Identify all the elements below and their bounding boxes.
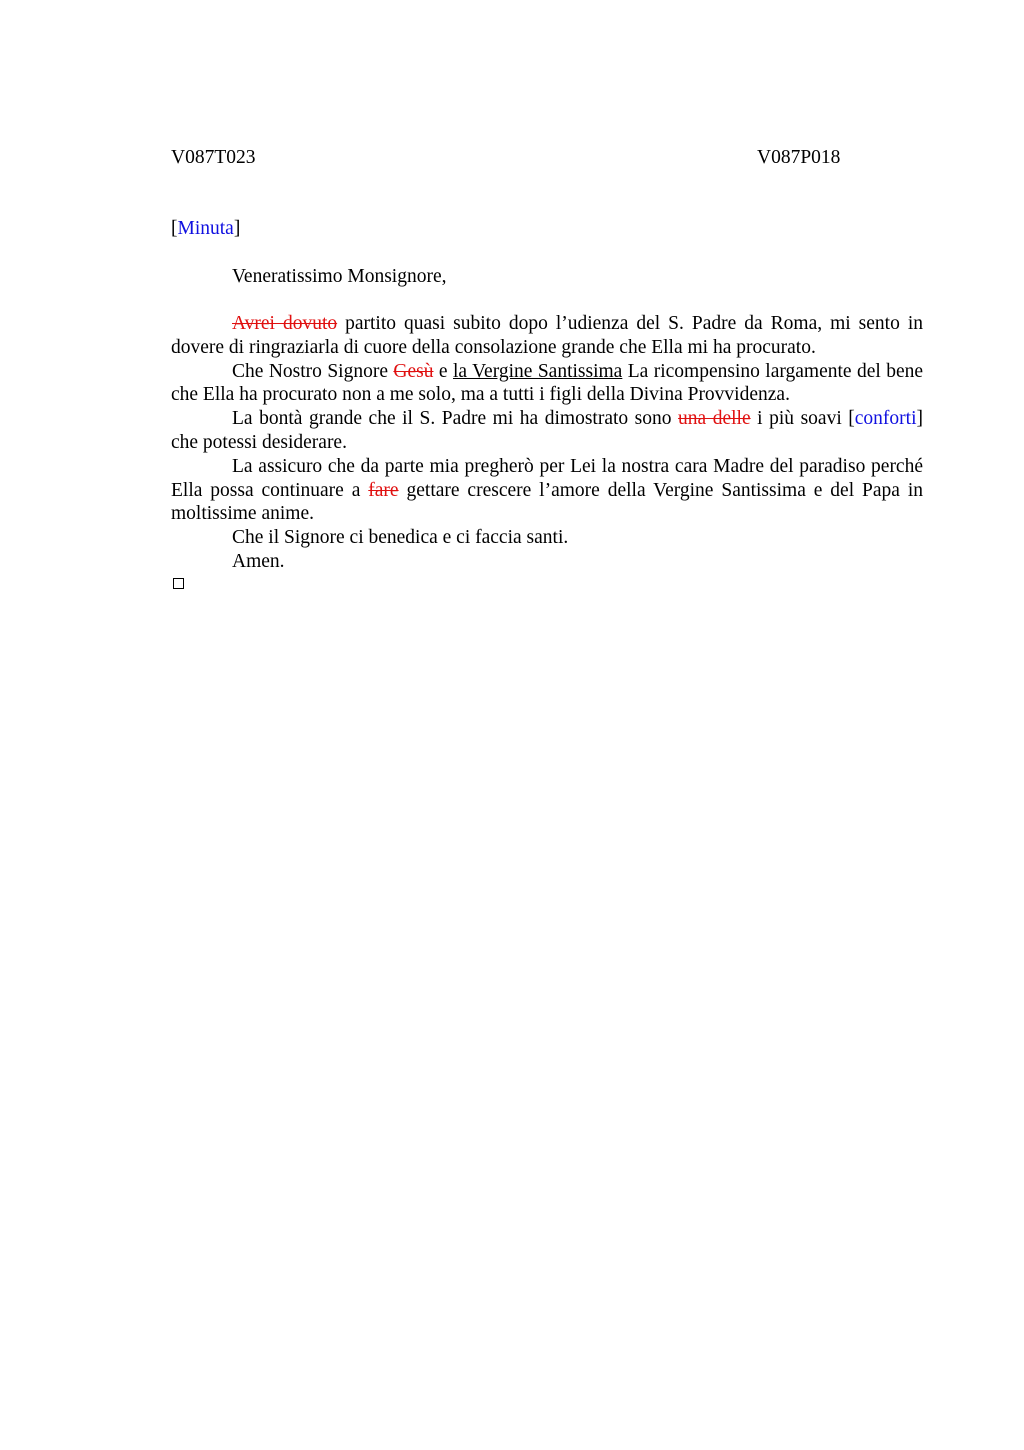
paragraph-text: i più soavi (750, 408, 849, 430)
bracket-close: ] (916, 408, 923, 430)
paragraph-text: Che Nostro Signore (232, 360, 394, 382)
editorial-insertion: conforti (854, 408, 917, 430)
paragraph-text: La ricompensino largamente del bene che Ella ha procurato non a me solo, ma a tutti i figli della Divina Provvidenza. (171, 360, 924, 406)
paragraph-text: La bontà grande che il S. Padre mi ha dimostrato sono (232, 408, 679, 430)
document-code-right: V087P018 (757, 147, 841, 168)
bracket-open: [ (848, 408, 855, 430)
paragraph-6: Amen. (232, 550, 285, 572)
paragraph-text: e (433, 360, 453, 382)
empty-square-icon (173, 578, 184, 589)
paragraph-5: Che il Signore ci benedica e ci faccia santi. (232, 527, 569, 549)
bracket-open: [ (171, 218, 178, 239)
paragraph-2 (171, 360, 923, 408)
salutation: Veneratissimo Monsignore, (232, 266, 447, 287)
paragraph-1 (171, 312, 923, 360)
letter-body (171, 312, 923, 574)
editorial-label-minuta: Minuta (177, 218, 234, 239)
inserted-text: la Vergine Santissima (452, 360, 623, 382)
paragraph-text: La assicuro che da parte mia pregherò per Lei la nostra cara Madre del paradiso perché Ella possa continuare a (171, 455, 923, 501)
deleted-text: Avrei dovuto (232, 313, 338, 334)
paragraph-3 (171, 407, 923, 455)
deleted-text: Gesù (393, 360, 434, 382)
paragraph-4 (171, 455, 923, 526)
bracket-close: ] (233, 218, 241, 239)
paragraph-text: che potessi desiderare. (171, 431, 347, 453)
paragraph-text: partito quasi subito dopo l’udienza del S. Padre da Roma, mi sento in dovere di ringraziarla di cuore della consolazione grande che Ella mi ha procurato. (171, 313, 924, 358)
document-code-left: V087T023 (171, 147, 256, 168)
deleted-text: fare (368, 479, 399, 501)
deleted-text: una delle (678, 408, 751, 430)
paragraph-text: gettare crescere l’amore della Vergine Santissima e del Papa in moltissime anime. (171, 479, 923, 525)
document-type-label (171, 217, 240, 241)
